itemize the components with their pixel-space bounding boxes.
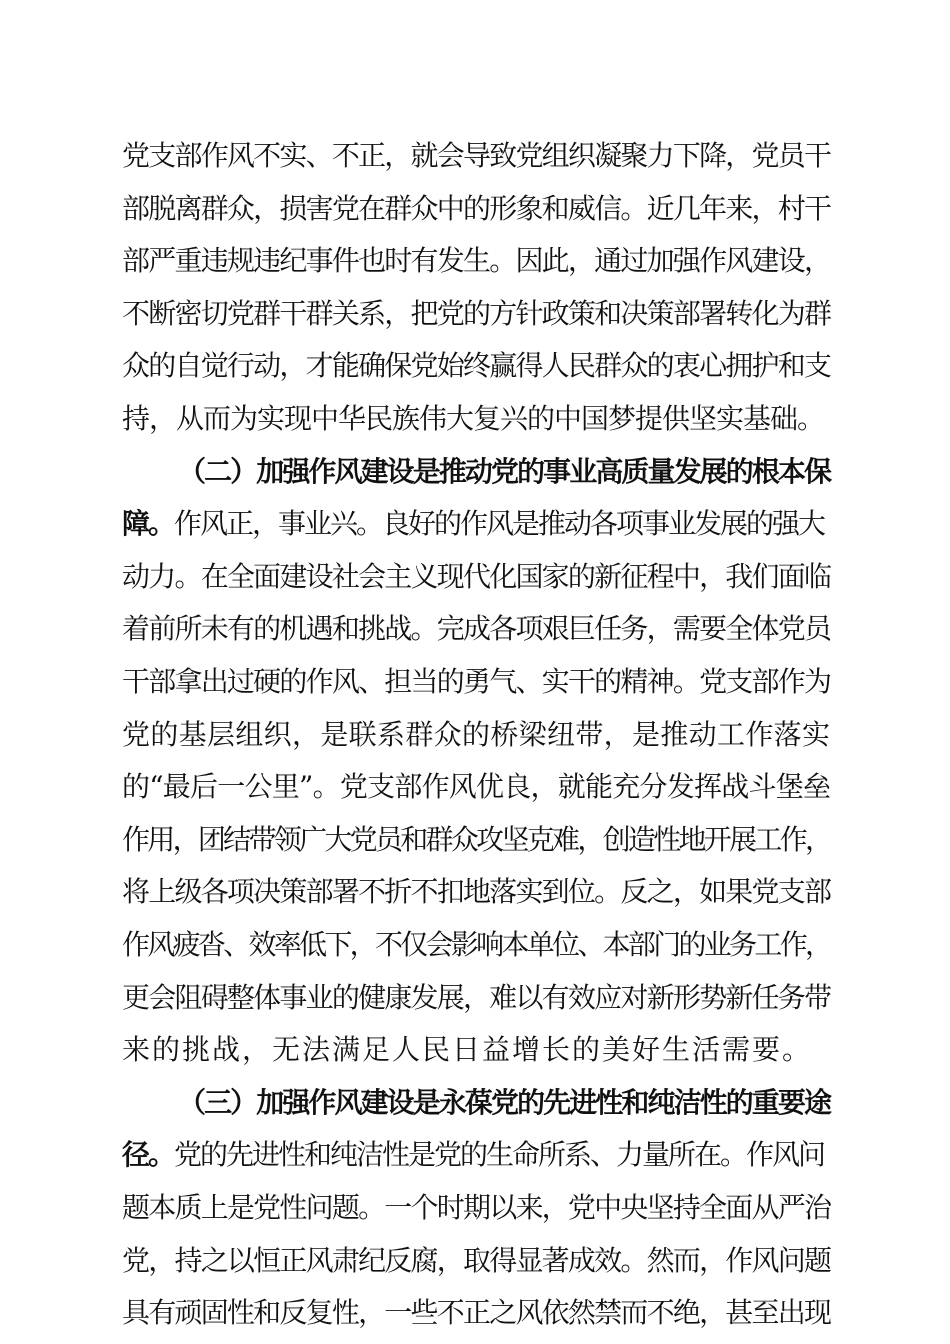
paragraph-1-line-2: 部脱离群众，损害党在群众中的形象和威信。近几年来，村干 [122, 192, 830, 225]
paragraph-3-line-4: 党，持之以恒正风肃纪反腐，取得显著成效。然而，作风问题 [122, 1244, 830, 1277]
paragraph-3-heading: （三）加强作风建设是永葆党的先进性和纯洁性的重要途 [178, 1086, 830, 1119]
paragraph-2-line-2-rest: 作风正，事业兴。良好的作风是推动各项事业发展的强大 [174, 507, 825, 540]
paragraph-2-heading-end: 障。 [122, 507, 175, 540]
paragraph-2-line-9: 将上级各项决策部署不折不扣地落实到位。反之，如果党支部 [122, 875, 830, 908]
paragraph-2-line-10: 作风疲沓、效率低下，不仅会影响本单位、本部门的业务工作， [122, 928, 830, 961]
paragraph-1-line-5: 众的自觉行动，才能确保党始终赢得人民群众的衷心拥护和支 [122, 349, 830, 382]
paragraph-2-line-7: 的“最后一公里”。党支部作风优良，就能充分发挥战斗堡垒 [122, 770, 830, 803]
paragraph-3-line-2-rest: 党的先进性和纯洁性是党的生命所系、力量所在。作风问 [174, 1138, 825, 1171]
paragraph-3-line-5: 具有顽固性和反复性，一些不正之风依然禁而不绝，甚至出现 [122, 1296, 830, 1329]
paragraph-2-line-12: 来的挑战，无法满足人民日益增长的美好生活需要。 [122, 1033, 813, 1066]
paragraph-2-line-3: 动力。在全面建设社会主义现代化国家的新征程中，我们面临 [122, 560, 830, 593]
paragraph-2-line-5: 干部拿出过硬的作风、担当的勇气、实干的精神。党支部作为 [122, 665, 830, 698]
paragraph-3-line-2 [122, 1131, 830, 1179]
paragraph-2-line-6: 党的基层组织，是联系群众的桥梁纽带，是推动工作落实 [122, 718, 830, 751]
paragraph-2-line-4: 着前所未有的机遇和挑战。完成各项艰巨任务，需要全体党员 [122, 612, 830, 645]
paragraph-2-line-8: 作用，团结带领广大党员和群众攻坚克难，创造性地开展工作， [122, 823, 830, 856]
paragraph-1-line-4: 不断密切党群干群关系，把党的方针政策和决策部署转化为群 [122, 297, 830, 330]
paragraph-1-line-1: 党支部作风不实、不正，就会导致党组织凝聚力下降，党员干 [122, 139, 830, 172]
paragraph-1-line-6: 持，从而为实现中华民族伟大复兴的中国梦提供坚实基础。 [122, 402, 825, 435]
paragraph-2-line-11: 更会阻碍整体事业的健康发展，难以有效应对新形势新任务带 [122, 981, 830, 1014]
paragraph-2-heading: （二）加强作风建设是推动党的事业高质量发展的根本保 [178, 455, 830, 488]
paragraph-2-line-2 [122, 500, 830, 548]
paragraph-1-line-3: 部严重违规违纪事件也时有发生。因此，通过加强作风建设， [122, 244, 830, 277]
paragraph-3-line-3: 题本质上是党性问题。一个时期以来，党中央坚持全面从严治 [122, 1191, 830, 1224]
paragraph-3-heading-end: 径。 [122, 1138, 175, 1171]
